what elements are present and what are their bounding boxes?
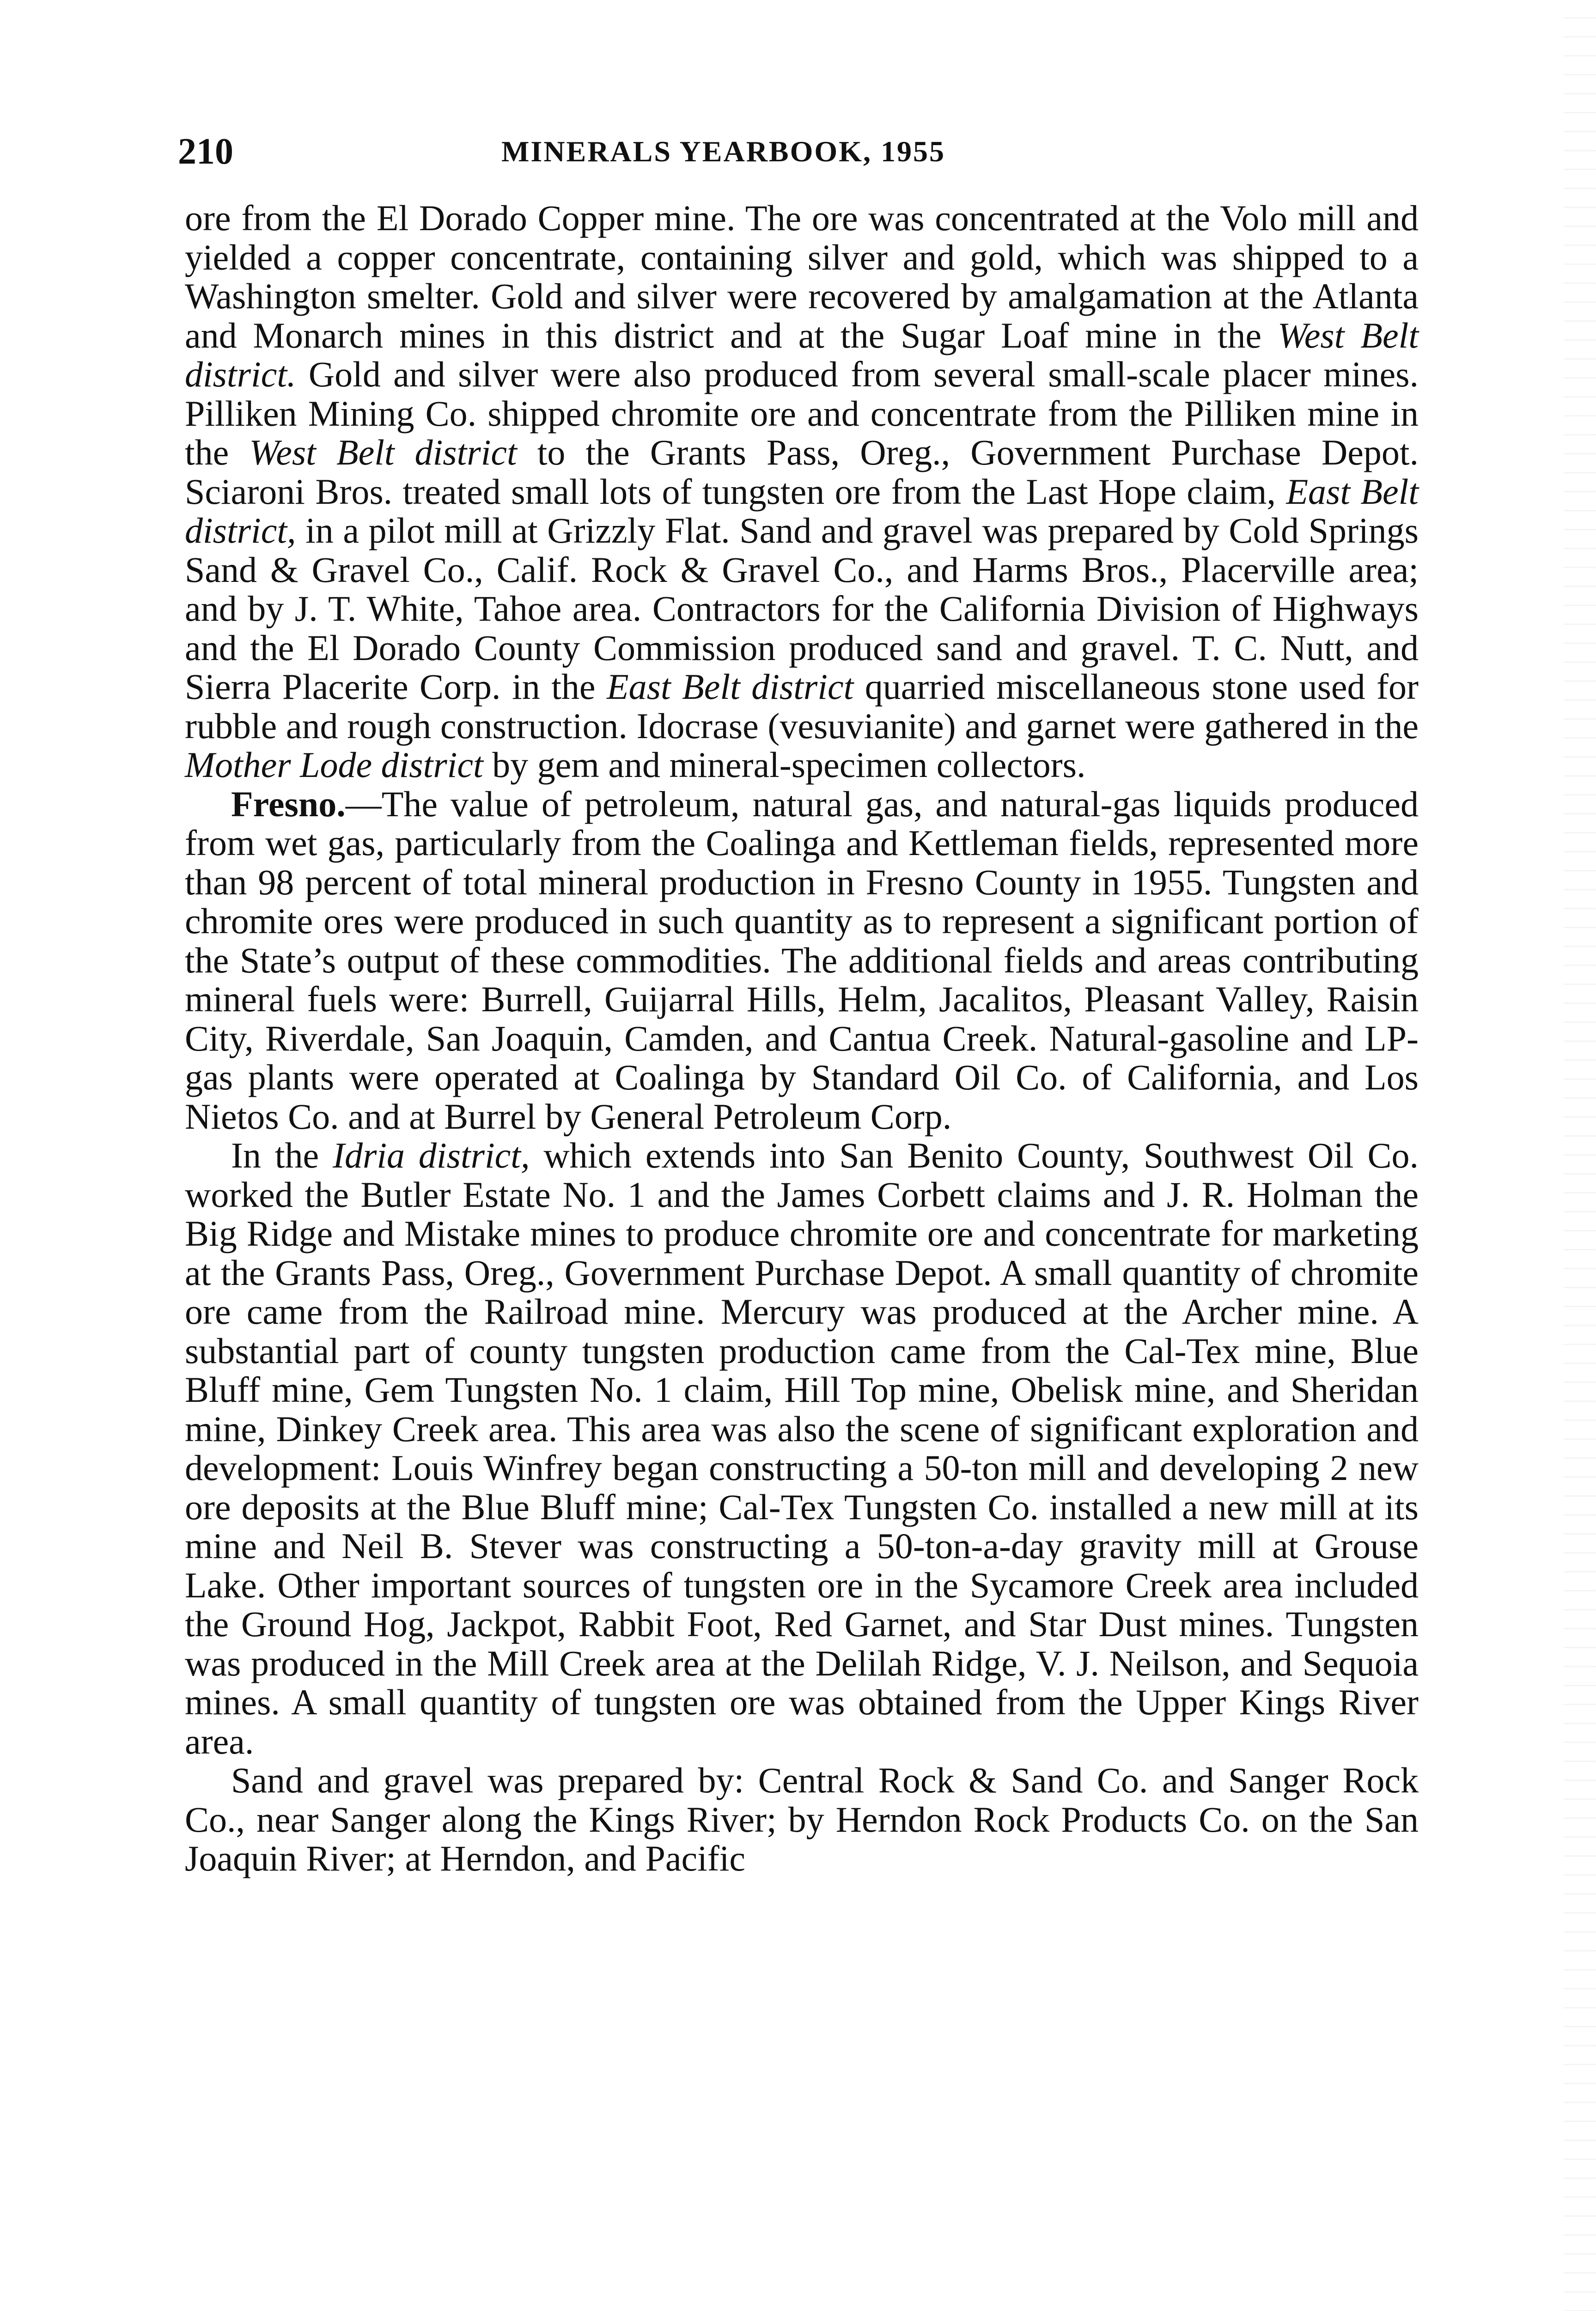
text-run: which extends into San Benito County, Southwest Oil Co. worked the Butler Estate No. 1 and the James Corbett claims and J. R. Holman the Big Ridge and Mistake mines to produce chromite ore and concentrate for marketing at the Grants Pass, Oreg., Government Purchase Depot. A small quantity of chromite ore came from the Railroad mine. Mercury was produced at the Archer mine. A substantial part of county tungsten production came from the Cal-Tex mine, Blue Bluff mine, Gem Tungsten No. 1 claim, Hill Top mine, Obelisk mine, and Sheridan mine, Dinkey Creek area. This area was also the scene of significant exploration and development: Louis Winfrey began constructing a 50-ton mill and developing 2 new ore deposits at the Blue Bluff mine; Cal-Tex Tungsten Co. installed a new mill at its mine and Neil B. Stever was constructing a 50-ton-a-day gravity mill at Grouse Lake. Other important sources of tungsten ore in the Sycamore Creek area included the Ground Hog, Jackpot, Rabbit Foot, Red Garnet, and Star Dust mines. Tungsten was produced in the Mill Creek area at the Delilah Ridge, V. J. Neilson, and Sequoia mines. A small quantity of tungsten ore was obtained from the Upper Kings River area.: [185, 1135, 1419, 1761]
italic-term: Mother Lode district: [185, 745, 483, 785]
running-head: MINERALS YEARBOOK, 1955: [501, 135, 945, 168]
scan-edge-artifact: [1564, 0, 1596, 2311]
text-run: quarried miscellaneous stone used for rubble and rough construction. Idocrase (vesuvianite) and garnet were gathered in the: [185, 666, 1419, 746]
paragraph: [185, 199, 1419, 785]
italic-term: East Belt district: [606, 666, 854, 707]
italic-term: Idria district,: [333, 1135, 530, 1175]
italic-term: West Belt district: [249, 432, 517, 472]
paragraph: [185, 785, 1419, 1137]
text-run: ore from the El Dorado Copper mine. The ore was concentrated at the Volo mill and yielded a copper concentrate, containing silver and gold, which was shipped to a Washington smelter. Gold and silver were recovered by amalgamation at the Atlanta and Monarch mines in this district and at the Sugar Loaf mine in the: [185, 198, 1419, 355]
text-run: by gem and mineral-specimen collectors.: [483, 745, 1086, 785]
italic-term: West Belt district.: [185, 315, 1419, 394]
text-run: to the Grants Pass, Oreg., Government Purchase Depot. Sciaroni Bros. treated small lots of tungsten ore from the Last Hope claim,: [185, 432, 1419, 512]
paragraph: [185, 1136, 1419, 1761]
text-run: In the: [231, 1135, 333, 1175]
page-header: [178, 128, 1047, 175]
text-run: —The value of petroleum, natural gas, and natural-gas liquids produced from wet gas, particularly from the Coalinga and Kettleman fields, represented more than 98 percent of total mineral production in Fresno County in 1955. Tungsten and chromite ores were produced in such quantity as to represent a significant portion of the State’s output of these commodities. The additional fields and areas contributing mineral fuels were: Burrell, Guijarral Hills, Helm, Jacalitos, Pleasant Valley, Raisin City, Riverdale, San Joaquin, Camden, and Cantua Creek. Natural-gasoline and LP-gas plants were operated at Coalinga by Standard Oil Co. of California, and Los Nietos Co. and at Burrel by General Petroleum Corp.: [185, 783, 1419, 1137]
italic-term: East Belt district,: [185, 471, 1419, 550]
section-lead: Fresno.: [231, 783, 346, 824]
body-text: [185, 199, 1419, 1878]
paragraph: [185, 1761, 1419, 1878]
text-run: Gold and silver were also produced from several small-scale placer mines. Pilliken Mining Co. shipped chromite ore and concentrate from the Pilliken mine in the: [185, 354, 1419, 472]
text-run: in a pilot mill at Grizzly Flat. Sand and gravel was prepared by Cold Springs Sand & Gravel Co., Calif. Rock & Gravel Co., and Harms Bros., Placerville area; and by J. T. White, Tahoe area. Contractors for the California Division of Highways and the El Dorado County Commission produced sand and gravel. T. C. Nutt, and Sierra Placerite Corp. in the: [185, 510, 1419, 707]
page-number: 210: [178, 131, 233, 172]
text-run: Sand and gravel was prepared by: Central Rock & Sand Co. and Sanger Rock Co., near Sanger along the Kings River; by Herndon Rock Products Co. on the San Joaquin River; at Herndon, and Pacific: [185, 1760, 1419, 1878]
